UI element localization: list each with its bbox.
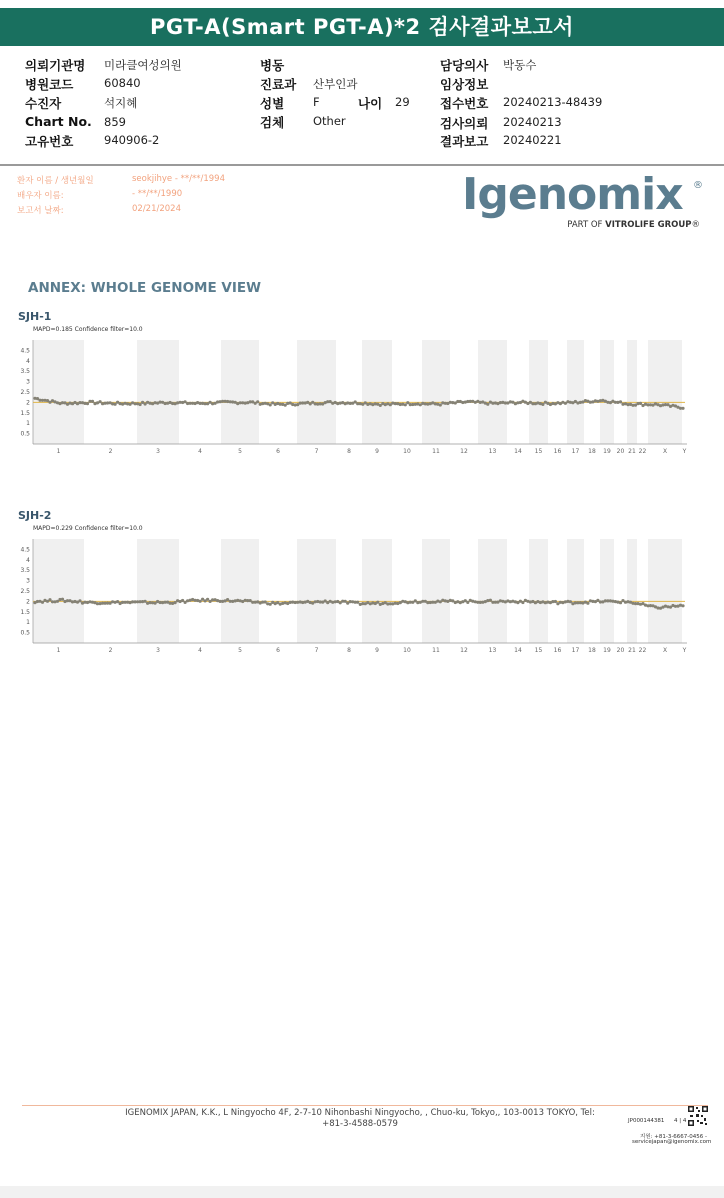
chromosome-label: 21 — [628, 448, 636, 455]
chromosome-band — [478, 539, 507, 643]
chromosome-label: Y — [682, 647, 687, 654]
footer-contact-email: servicejapan@igenomix.com — [632, 1139, 712, 1145]
copy-number-point — [269, 403, 272, 406]
chromosome-label: 1 — [56, 647, 61, 654]
label-unique-id: 고유번호 — [25, 134, 74, 149]
report-date-value: 02/21/2024 — [132, 204, 181, 214]
chromosome-label: 22 — [638, 448, 647, 455]
label-accession: 접수번호 — [440, 96, 489, 111]
copy-number-point — [404, 403, 407, 406]
value-sex: F — [313, 95, 320, 109]
chromosome-band — [529, 539, 548, 643]
chart-sjh-2 — [10, 535, 710, 657]
footer-address: IGENOMIX JAPAN, K.K., L Ningyocho 4F, 2-7-10 Nihonbashi Ningyocho, , Chuo-ku, Tokyo,, 103-0013 TOKYO, Tel: +81-3-4588-0579 — [125, 1108, 595, 1129]
label-specimen: 검체 — [260, 115, 285, 130]
report-info — [0, 52, 724, 158]
chromosome-band — [33, 340, 84, 444]
chromosome-label: 8 — [347, 448, 351, 455]
copy-number-point — [199, 600, 202, 603]
chromosome-label: 6 — [276, 647, 280, 654]
y-tick-label: 0.5 — [20, 629, 30, 637]
chromosome-label: 14 — [514, 647, 522, 654]
report-title: PGT-A(Smart PGT-A)*2 검사결과보고서 — [0, 8, 724, 46]
chromosome-label: 3 — [156, 647, 160, 654]
copy-number-point — [206, 598, 209, 601]
copy-number-point — [256, 400, 259, 403]
copy-number-point — [619, 601, 622, 604]
logo-tagline-suffix: ® — [691, 220, 700, 230]
copy-number-points — [33, 598, 684, 610]
chromosome-label: 12 — [460, 448, 468, 455]
chromosome-label: 18 — [588, 448, 596, 455]
chart-1-title: SJH-1 — [18, 310, 52, 323]
label-chart-no: Chart No. — [25, 114, 92, 129]
y-tick-label: 3 — [26, 577, 30, 585]
chromosome-band — [221, 340, 259, 444]
chromosome-label: 2 — [108, 448, 113, 455]
copy-number-point — [466, 601, 469, 604]
chromosome-label: 11 — [432, 448, 440, 455]
partner-name-label: 배우자 이름: — [17, 191, 64, 201]
copy-number-point — [681, 407, 684, 410]
chromosome-label: 6 — [276, 448, 280, 455]
label-patient: 수진자 — [25, 96, 62, 111]
chromosome-label: 20 — [616, 647, 625, 654]
chromosome-label: 15 — [534, 647, 543, 654]
chromosome-label: 10 — [403, 647, 411, 654]
chromosome-label: 5 — [238, 647, 242, 654]
chromosome-label: 1 — [56, 448, 61, 455]
chromosome-band — [221, 539, 259, 643]
chromosome-label: 13 — [488, 647, 497, 654]
chromosome-label: 15 — [534, 448, 543, 455]
logo-registered-mark: ® — [693, 180, 703, 191]
chromosome-label: 3 — [156, 448, 160, 455]
logo-tagline-prefix: PART OF — [567, 220, 606, 230]
copy-number-point — [681, 604, 684, 607]
footer-page-number: 4 | 4 — [674, 1118, 687, 1124]
chart-2-title: SJH-2 — [18, 509, 52, 522]
y-tick-label: 3.5 — [20, 567, 30, 575]
chromosome-band — [362, 539, 392, 643]
label-report-date: 결과보고 — [440, 134, 489, 149]
copy-number-point — [554, 600, 557, 603]
partner-name-value: - **/**/1990 — [132, 189, 183, 199]
chart-sjh-1 — [10, 336, 710, 458]
copy-number-point — [356, 601, 359, 604]
y-tick-label: 1 — [26, 619, 30, 627]
chromosome-label: 16 — [553, 448, 562, 455]
chromosome-band — [567, 539, 584, 643]
chromosome-label: 13 — [488, 448, 497, 455]
copy-number-point — [114, 403, 117, 406]
y-tick-label: 1.5 — [20, 608, 30, 616]
value-request-date: 20240213 — [503, 115, 562, 129]
value-accession: 20240213-48439 — [503, 95, 603, 109]
chromosome-label: 12 — [460, 647, 468, 654]
label-sex: 성별 — [260, 96, 285, 111]
chromosome-label: 8 — [347, 647, 351, 654]
chromosome-label: 22 — [638, 647, 647, 654]
chromosome-band — [567, 340, 584, 444]
y-tick-label: 2 — [26, 399, 30, 407]
copy-number-point — [86, 402, 89, 405]
chromosome-band — [600, 539, 614, 643]
report-date-label: 보고서 날짜: — [17, 206, 64, 216]
chromosome-band — [627, 340, 637, 444]
copy-number-point — [489, 599, 492, 602]
igenomix-logo — [462, 170, 704, 232]
chromosome-label: 4 — [198, 647, 202, 654]
y-tick-label: 1 — [26, 420, 30, 428]
chromosome-band — [478, 340, 507, 444]
copy-number-point — [439, 403, 442, 406]
y-tick-label: 4.5 — [20, 347, 30, 355]
chromosome-label: 4 — [198, 448, 202, 455]
page-bottom-strip — [0, 1186, 724, 1198]
copy-number-point — [78, 599, 81, 602]
value-unique-id: 940906-2 — [104, 133, 160, 147]
y-tick-label: 4.5 — [20, 546, 30, 554]
chromosome-label: 16 — [553, 647, 562, 654]
y-tick-label: 2.5 — [20, 588, 30, 595]
chromosome-label: X — [662, 647, 668, 654]
copy-number-points — [33, 397, 684, 410]
chromosome-label: 9 — [375, 647, 379, 654]
chromosome-band — [137, 340, 179, 444]
y-tick-label: 4 — [26, 357, 30, 365]
label-clinical-info: 임상정보 — [440, 77, 489, 92]
label-age: 나이 — [358, 96, 383, 111]
y-tick-label: 1.5 — [20, 409, 30, 417]
logo-tagline-brand: VITROLIFE GROUP — [605, 220, 692, 230]
patient-name-label: 환자 이름 / 생년월일 — [17, 176, 94, 186]
label-hospital-code: 병원코드 — [25, 77, 74, 92]
copy-number-point — [91, 400, 94, 403]
copy-number-point — [48, 598, 51, 601]
copy-number-point — [586, 602, 589, 605]
y-tick-label: 2.5 — [20, 389, 30, 396]
chromosome-label: 17 — [571, 647, 580, 654]
chromosome-label: 14 — [514, 448, 522, 455]
chromosome-label: 10 — [403, 448, 411, 455]
value-age: 29 — [395, 95, 410, 109]
label-request-date: 검사의뢰 — [440, 116, 489, 131]
chromosome-band — [297, 340, 336, 444]
chromosome-band — [297, 539, 336, 643]
chromosome-label: 20 — [616, 448, 625, 455]
chromosome-label: 5 — [238, 448, 242, 455]
header-divider — [0, 164, 724, 166]
value-patient: 석지혜 — [104, 96, 138, 110]
chromosome-band — [648, 340, 682, 444]
copy-number-point — [61, 598, 64, 601]
chromosome-band — [600, 340, 614, 444]
y-tick-label: 0.5 — [20, 430, 30, 438]
chromosome-label: 17 — [571, 448, 580, 455]
chromosome-band — [529, 340, 548, 444]
value-institution: 미라클여성의원 — [104, 58, 182, 72]
chromosome-band — [422, 539, 450, 643]
copy-number-point — [619, 400, 622, 403]
chromosome-band — [627, 539, 637, 643]
value-hospital-code: 60840 — [104, 76, 141, 90]
copy-number-point — [569, 600, 572, 603]
footer-contact-tel: 지원: +81-3-6667-0456 - — [640, 1134, 708, 1140]
y-tick-label: 2 — [26, 598, 30, 606]
chromosome-label: 19 — [603, 647, 611, 654]
value-physician: 박동수 — [503, 58, 537, 72]
label-institution: 의뢰기관명 — [25, 58, 86, 73]
copy-number-point — [521, 601, 524, 604]
chromosome-label: 11 — [432, 647, 440, 654]
chromosome-band — [33, 539, 84, 643]
chromosome-label: 7 — [314, 647, 319, 654]
chromosome-label: 7 — [314, 448, 319, 455]
y-tick-label: 4 — [26, 556, 30, 564]
value-department: 산부인과 — [313, 77, 358, 91]
annex-title: ANNEX: WHOLE GENOME VIEW — [28, 280, 261, 296]
chromosome-label: X — [662, 448, 668, 455]
copy-number-point — [639, 402, 642, 405]
chromosome-band — [422, 340, 450, 444]
value-report-date: 20240221 — [503, 133, 562, 147]
copy-number-point — [486, 403, 489, 406]
footer-doc-id: JP000144381 — [628, 1118, 665, 1124]
chromosome-band — [362, 340, 392, 444]
y-tick-label: 3 — [26, 378, 30, 386]
copy-number-point — [376, 601, 379, 604]
logo-wordmark: Igenomix — [462, 169, 683, 220]
chromosome-label: Y — [682, 448, 687, 455]
chromosome-label: 21 — [628, 647, 636, 654]
chromosome-band — [648, 539, 682, 643]
chromosome-band — [137, 539, 179, 643]
value-specimen: Other — [313, 114, 346, 128]
chromosome-label: 19 — [603, 448, 611, 455]
copy-number-point — [144, 600, 147, 603]
copy-number-point — [139, 403, 142, 406]
y-tick-label: 3.5 — [20, 368, 30, 376]
qr-code-icon — [688, 1106, 708, 1126]
copy-number-point — [99, 400, 102, 403]
chart-1-subtitle: MAPD=0.185 Confidence filter=10.0 — [33, 326, 143, 333]
patient-name-value: seokjihye - **/**/1994 — [132, 174, 225, 184]
chromosome-label: 9 — [375, 448, 379, 455]
label-department: 진료과 — [260, 77, 297, 92]
chromosome-label: 2 — [108, 647, 113, 654]
chart-2-subtitle: MAPD=0.229 Confidence filter=10.0 — [33, 525, 143, 532]
value-chart-no: 859 — [104, 115, 126, 129]
label-physician: 담당의사 — [440, 58, 489, 73]
chromosome-label: 18 — [588, 647, 596, 654]
copy-number-point — [541, 403, 544, 406]
label-ward: 병동 — [260, 58, 285, 73]
footer-divider — [22, 1105, 708, 1106]
logo-tagline — [567, 220, 700, 230]
